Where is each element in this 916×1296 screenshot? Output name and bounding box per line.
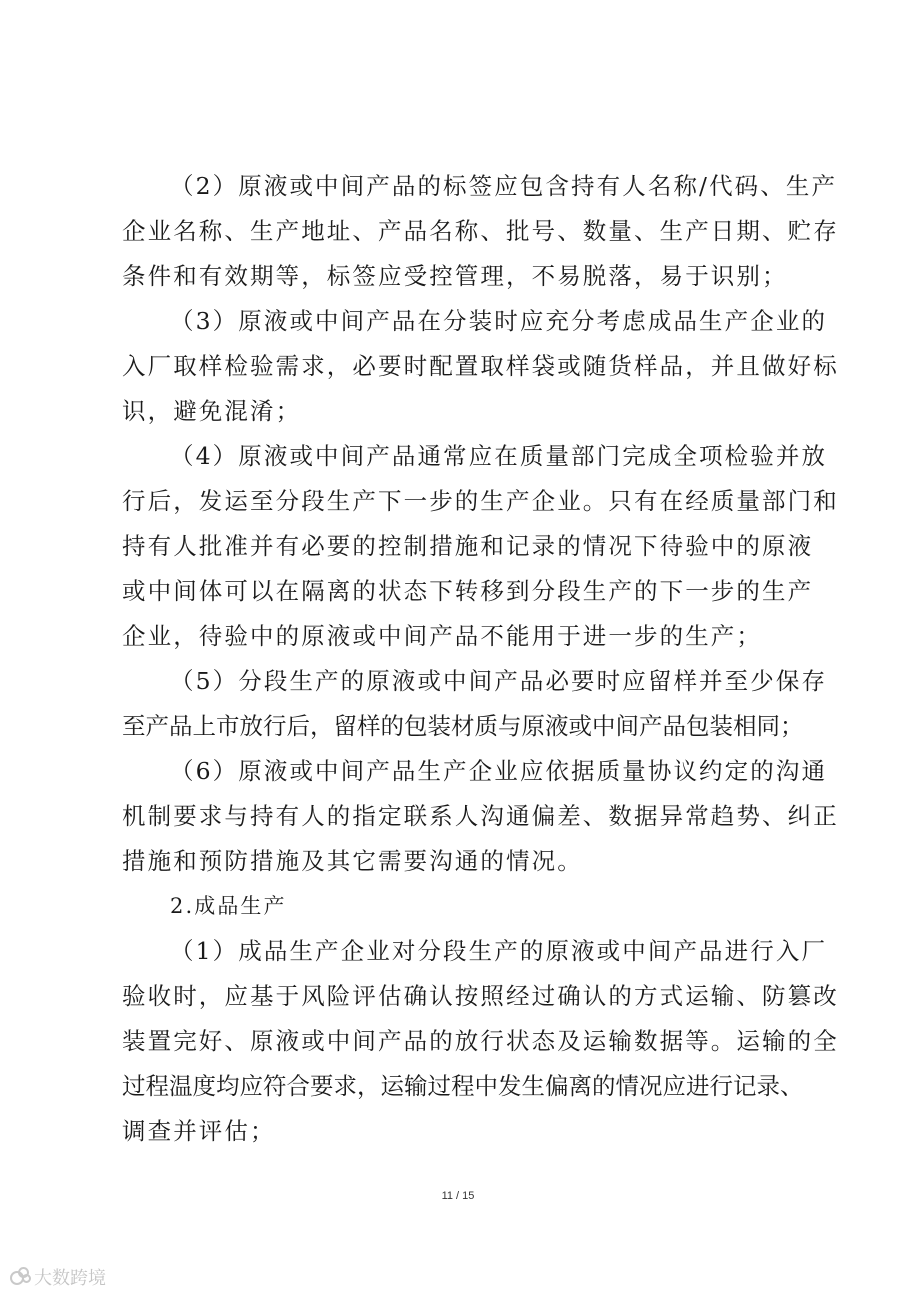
paragraph-line: 调查并评估； — [122, 1117, 276, 1145]
paragraph-line: 机制要求与持有人的指定联系人沟通偏差、数据异常趋势、纠正 — [122, 802, 839, 830]
watermark — [10, 1264, 106, 1290]
paragraph-line: （4）原液或中间产品通常应在质量部门完成全项检验并放 — [170, 442, 828, 470]
paragraph-line: 或中间体可以在隔离的状态下转移到分段生产的下一步的生产 — [122, 577, 814, 605]
paragraph-line: 装置完好、原液或中间产品的放行状态及运输数据等。运输的全 — [122, 1027, 839, 1055]
paragraph-line: 措施和预防措施及其它需要沟通的情况。 — [122, 847, 583, 875]
paragraph-line: 识，避免混淆； — [122, 397, 302, 425]
section-heading: 2.成品生产 — [170, 894, 287, 918]
watermark-logo-icon — [10, 1267, 30, 1287]
paragraph-line: （3）原液或中间产品在分装时应充分考虑成品生产企业的 — [170, 307, 828, 335]
paragraph-line: 至产品上市放行后，留样的包装材质与原液或中间产品包装相同； — [122, 712, 804, 740]
paragraph-line: 企业，待验中的原液或中间产品不能用于进一步的生产； — [122, 622, 762, 650]
paragraph-line: 过程温度均应符合要求，运输过程中发生偏离的情况应进行记录、 — [122, 1072, 804, 1100]
page-number: 11 / 15 — [441, 1190, 475, 1202]
paragraph-line: （2）原液或中间产品的标签应包含持有人名称/代码、生产 — [170, 172, 838, 200]
paragraph-line: 条件和有效期等，标签应受控管理，不易脱落，易于识别； — [122, 262, 788, 290]
paragraph-line: 行后，发运至分段生产下一步的生产企业。只有在经质量部门和 — [122, 487, 839, 515]
paragraph-line: （6）原液或中间产品生产企业应依据质量协议约定的沟通 — [170, 757, 828, 785]
paragraph-line: 验收时，应基于风险评估确认按照经过确认的方式运输、防篡改 — [122, 982, 839, 1010]
paragraph-line: （1）成品生产企业对分段生产的原液或中间产品进行入厂 — [170, 937, 828, 965]
paragraph-line: 入厂取样检验需求，必要时配置取样袋或随货样品，并且做好标 — [122, 352, 839, 380]
paragraph-line: 企业名称、生产地址、产品名称、批号、数量、生产日期、贮存 — [122, 217, 839, 245]
watermark-text: 大数跨境 — [34, 1268, 106, 1288]
paragraph-line: （5）分段生产的原液或中间产品必要时应留样并至少保存 — [170, 667, 828, 695]
paragraph-line: 持有人批准并有必要的控制措施和记录的情况下待验中的原液 — [122, 532, 814, 560]
